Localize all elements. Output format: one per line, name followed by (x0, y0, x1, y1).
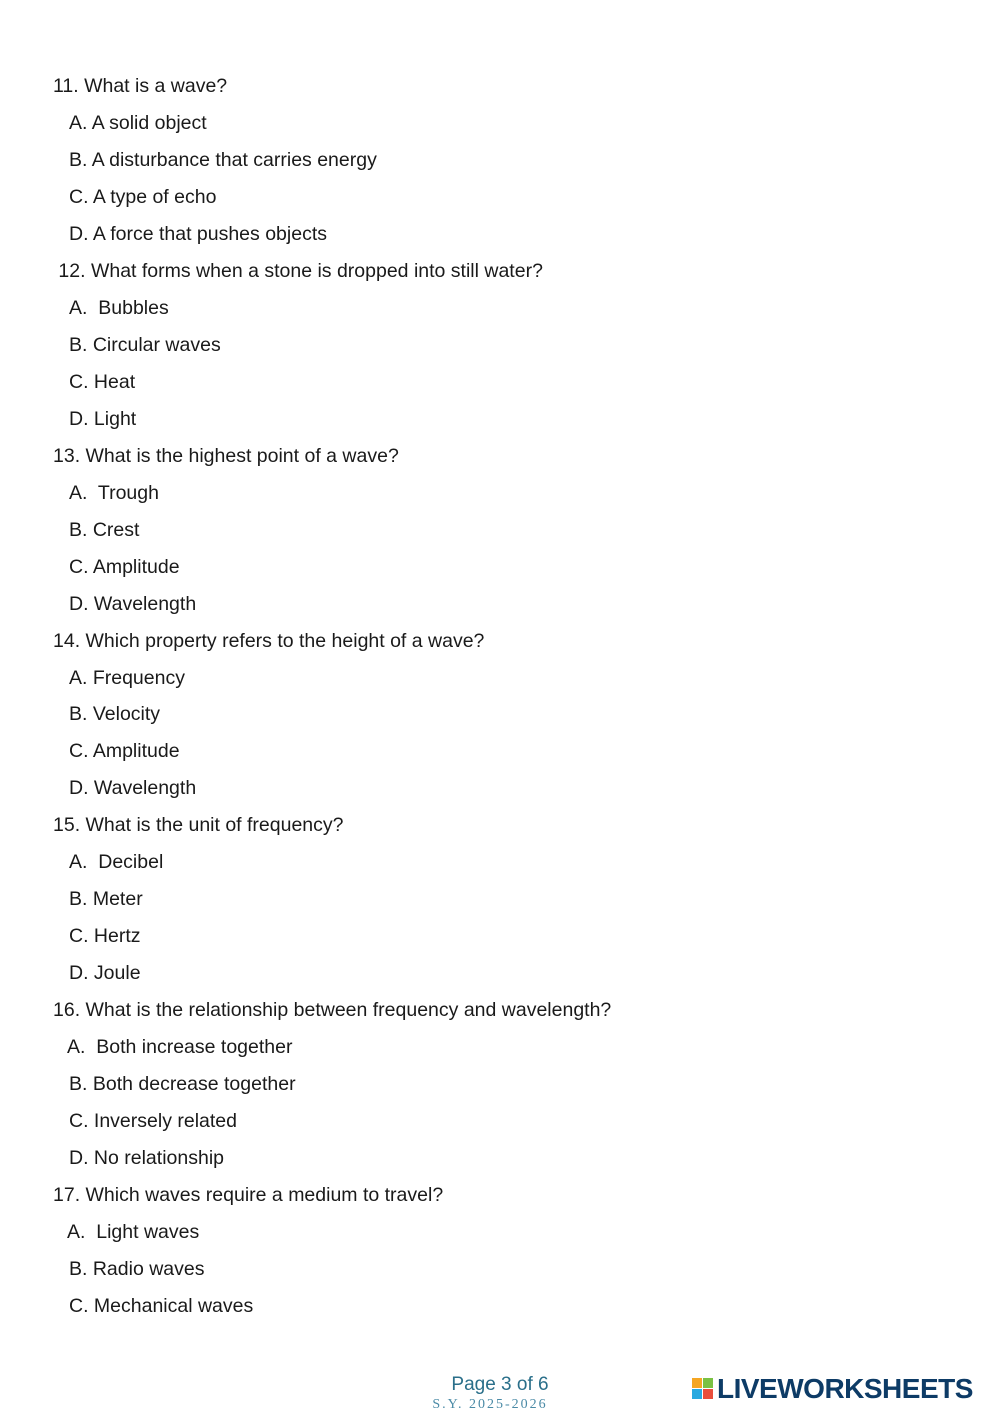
liveworksheets-logo[interactable] (692, 1374, 973, 1404)
answer-option: D. Wavelength (69, 777, 197, 799)
answer-option: C. A type of echo (69, 186, 217, 208)
answer-option: B. Crest (69, 519, 140, 541)
answer-option: C. Heat (69, 371, 136, 393)
answer-option: D. Wavelength (69, 593, 197, 615)
answer-option: B. Both decrease together (69, 1073, 296, 1095)
answer-option: A. Bubbles (69, 297, 169, 319)
answer-option: D. Joule (69, 962, 141, 984)
answer-option: C. Amplitude (69, 556, 180, 578)
answer-option: B. Velocity (69, 703, 161, 725)
answer-option: B. Meter (69, 888, 143, 910)
logo-text: LIVEWORKSHEETS (717, 1373, 973, 1404)
answer-option: C. Amplitude (69, 740, 180, 762)
liveworksheets-logo-icon (692, 1378, 714, 1400)
answer-option: B. A disturbance that carries energy (69, 149, 377, 171)
question-text: 14. Which property refers to the height of a wave? (53, 630, 485, 652)
answer-option: B. Radio waves (69, 1258, 205, 1280)
answer-option: C. Hertz (69, 925, 141, 947)
answer-option: B. Circular waves (69, 334, 221, 356)
answer-option: D. No relationship (69, 1147, 224, 1169)
answer-option: A. Both increase together (67, 1036, 293, 1058)
answer-option: A. Frequency (69, 667, 185, 689)
answer-option: C. Inversely related (69, 1110, 237, 1132)
answer-option: A. Light waves (67, 1221, 200, 1243)
answer-option: A. Decibel (69, 851, 164, 873)
answer-option: A. Trough (69, 482, 159, 504)
school-year: S.Y. 2025-2026 (432, 1397, 548, 1412)
answer-option: A. A solid object (69, 112, 207, 134)
question-text: 12. What forms when a stone is dropped into still water? (53, 260, 543, 282)
page-number: Page 3 of 6 (451, 1374, 549, 1395)
answer-option: D. Light (69, 408, 137, 430)
answer-option: D. A force that pushes objects (69, 223, 327, 245)
question-text: 15. What is the unit of frequency? (53, 814, 344, 836)
question-text: 13. What is the highest point of a wave? (53, 445, 399, 467)
question-text: 16. What is the relationship between frequency and wavelength? (53, 999, 612, 1021)
question-text: 11. What is a wave? (53, 75, 228, 97)
answer-option: C. Mechanical waves (69, 1295, 254, 1317)
question-text: 17. Which waves require a medium to travel? (53, 1184, 444, 1206)
